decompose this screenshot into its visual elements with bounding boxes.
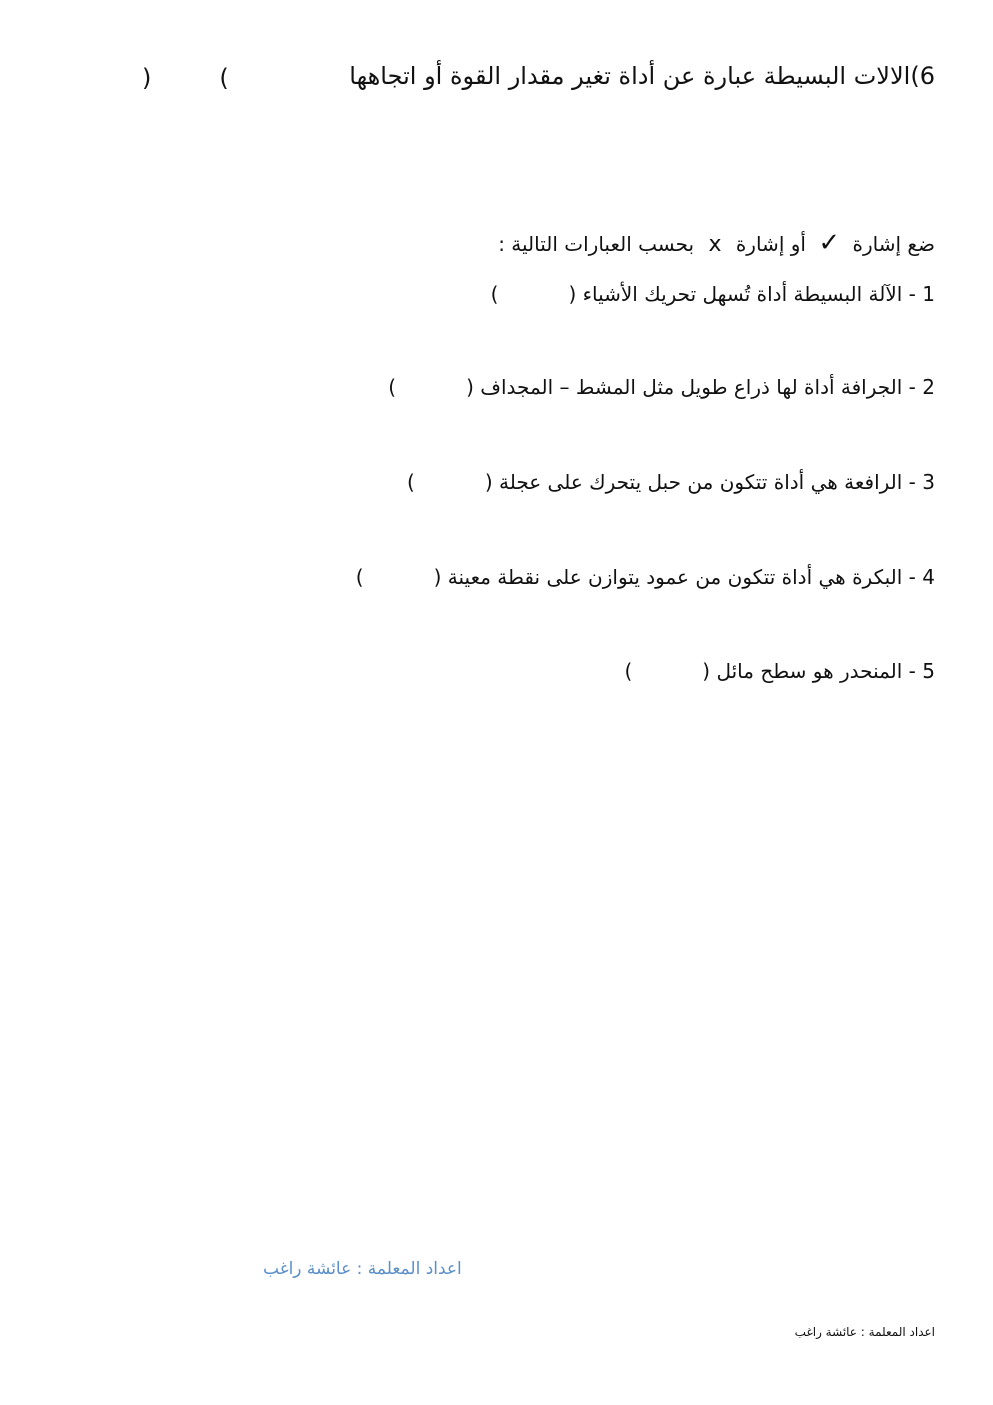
close-paren: ) [407,470,415,494]
close-paren: ) [490,282,499,306]
question-6-answer-parens[interactable] [142,66,229,90]
instructions-line [498,230,935,256]
list-item [356,567,935,587]
page-footer-credit: اعداد المعلمة : عائشة راغب [794,1325,935,1339]
item-text: 2 - الجرافة أداة لها ذراع طويل مثل المشط – المجداف [480,375,935,399]
list-item [491,284,935,304]
close-paren: ) [355,565,364,589]
item-text: 5 - المنحدر هو سطح مائل [716,659,935,683]
item-text: 4 - البكرة هي أداة تتكون من عمود يتوازن على نقطة معينة [447,565,935,589]
item-text: 1 - الآلة البسيطة أداة تُسهل تحريك الأشياء [582,282,935,306]
open-paren: ( [484,470,493,494]
instructions-prefix: ضع إشارة [852,232,935,256]
open-paren: ( [702,659,711,683]
list-item [407,472,935,492]
close-paren: ( [219,64,229,92]
list-item [624,661,935,681]
open-paren: ) [142,64,152,92]
teacher-credit-watermark: اعداد المعلمة : عائشة راغب [263,1259,462,1279]
question-6-text: 6)الالات البسيطة عبارة عن أداة تغير مقدار القوة أو اتجاهها [349,62,935,90]
answer-parens[interactable] [491,282,577,306]
answer-parens[interactable] [356,565,442,589]
instructions-suffix: بحسب العبارات التالية : [498,232,695,256]
open-paren: ( [433,565,442,589]
answer-parens[interactable] [624,659,710,683]
check-mark-icon: ✓ [818,228,841,258]
x-mark-icon: x [708,232,722,257]
close-paren: ) [388,375,397,399]
open-paren: ( [568,282,577,306]
answer-parens[interactable] [388,375,474,399]
list-item [388,377,935,397]
item-text: 3 - الرافعة هي أداة تتكون من حبل يتحرك على عجلة [498,470,935,494]
close-paren: ) [624,659,633,683]
instructions-middle: أو إشارة [735,232,806,256]
open-paren: ( [466,375,474,399]
answer-parens[interactable] [407,470,493,494]
